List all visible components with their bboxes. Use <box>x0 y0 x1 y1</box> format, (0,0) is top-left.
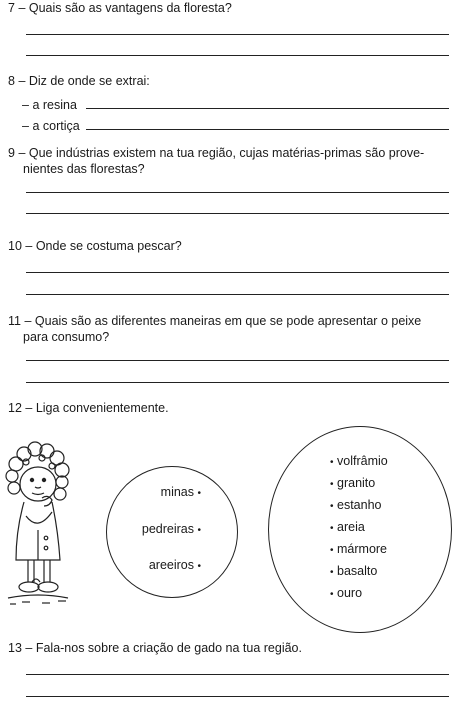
answer-line[interactable] <box>26 382 449 383</box>
answer-line[interactable] <box>26 192 449 193</box>
question-number: 9 <box>8 146 15 160</box>
answer-line[interactable] <box>26 55 449 56</box>
question-text-line1: Quais são as diferentes maneiras em que se pode apresentar o peixe <box>34 314 422 328</box>
left-item-areeiros[interactable]: areeiros • <box>148 558 201 572</box>
question-12 <box>8 400 448 416</box>
answer-line[interactable] <box>26 213 449 214</box>
question-9 <box>8 145 448 177</box>
dash: – <box>25 239 33 253</box>
dash: – <box>18 74 26 88</box>
left-item-pedreiras[interactable]: pedreiras • <box>141 522 201 536</box>
cortica-answer-line[interactable] <box>86 129 449 130</box>
question-number: 8 <box>8 74 15 88</box>
question-13 <box>8 640 448 656</box>
answer-line[interactable] <box>26 294 449 295</box>
question-text: Liga convenientemente. <box>35 401 169 415</box>
dash: – <box>25 641 33 655</box>
answer-line[interactable] <box>26 272 449 273</box>
right-item-granito[interactable]: • granito <box>330 476 376 490</box>
question-number: 12 <box>8 401 22 415</box>
dash: – <box>18 146 26 160</box>
question-text: Fala-nos sobre a criação de gado na tua região. <box>35 641 302 655</box>
answer-line[interactable] <box>26 360 449 361</box>
question-text: Quais são as vantagens da floresta? <box>28 1 232 15</box>
answer-line[interactable] <box>26 34 449 35</box>
question-number: 10 <box>8 239 22 253</box>
answer-line[interactable] <box>26 674 449 675</box>
cortica-label: – a cortiça <box>22 119 80 133</box>
question-text-line1: Que indústrias existem na tua região, cujas matérias-primas são prove- <box>28 146 425 160</box>
right-item-estanho[interactable]: • estanho <box>330 498 382 512</box>
question-text-line2: para consumo? <box>23 330 110 344</box>
question-text: Diz de onde se extrai: <box>28 74 150 88</box>
right-item-volframio[interactable]: • volfrâmio <box>330 454 388 468</box>
question-number: 7 <box>8 1 15 15</box>
left-item-minas[interactable]: minas • <box>160 485 201 499</box>
dash: – <box>24 314 32 328</box>
resina-answer-line[interactable] <box>86 108 449 109</box>
question-text: Onde se costuma pescar? <box>35 239 182 253</box>
question-10 <box>8 238 448 254</box>
right-item-basalto[interactable]: • basalto <box>330 564 378 578</box>
question-7 <box>8 0 448 16</box>
question-number: 13 <box>8 641 22 655</box>
dash: – <box>18 1 26 15</box>
resina-label: – a resina <box>22 98 77 112</box>
question-8 <box>8 73 448 89</box>
right-item-marmore[interactable]: • mármore <box>330 542 388 556</box>
question-number: 11 <box>8 314 21 328</box>
right-item-areia[interactable]: • areia <box>330 520 365 534</box>
question-text-line2: nientes das florestas? <box>23 162 145 176</box>
child-thinking-illustration <box>2 440 74 610</box>
right-item-ouro[interactable]: • ouro <box>330 586 363 600</box>
dash: – <box>25 401 33 415</box>
answer-line[interactable] <box>26 696 449 697</box>
question-11 <box>8 313 448 345</box>
